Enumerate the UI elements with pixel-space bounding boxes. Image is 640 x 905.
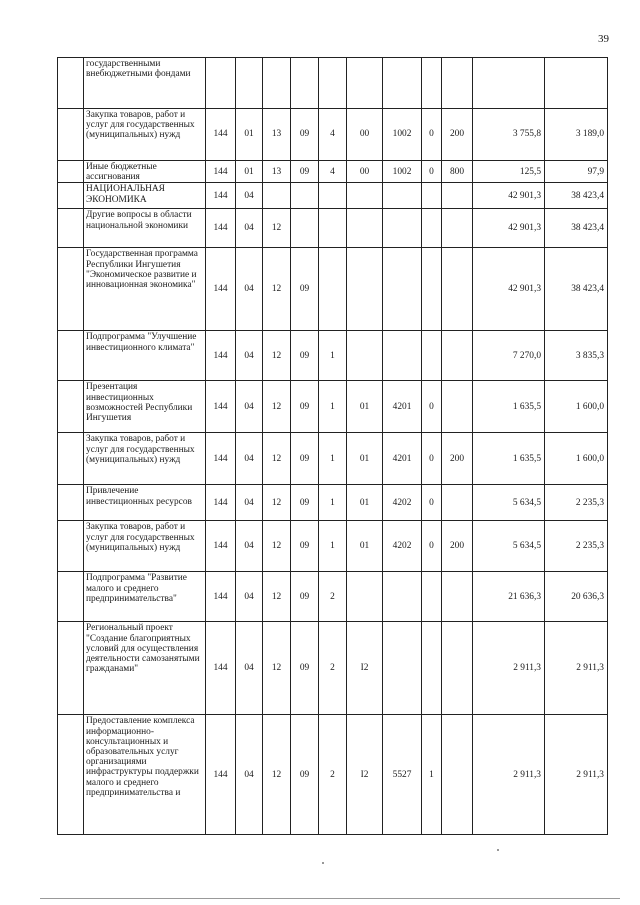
- actual-amount: 38 423,4: [545, 209, 608, 248]
- row-name: НАЦИОНАЛЬНАЯ ЭКОНОМИКА: [84, 183, 206, 209]
- code-cell-c7: 4201: [383, 381, 422, 433]
- row-blank-cell: [58, 161, 84, 183]
- code-cell-c4: [291, 209, 319, 248]
- code-cell-c7: [383, 183, 422, 209]
- actual-amount: 20 636,3: [545, 572, 608, 622]
- planned-amount: 1 635,5: [473, 433, 545, 485]
- row-blank-cell: [58, 433, 84, 485]
- code-cell-c6: 01: [347, 433, 383, 485]
- code-cell-c6: [347, 58, 383, 109]
- code-cell-c3: 12: [263, 485, 291, 521]
- code-cell-c6: [347, 572, 383, 622]
- code-cell-c3: 13: [263, 161, 291, 183]
- row-name: Предоставление комплекса информационно-консультационных и образовательных услуг организациями инфраструктуры поддержки малого и среднего предпринимательства и: [84, 715, 206, 835]
- row-blank-cell: [58, 331, 84, 381]
- row-name: Иные бюджетные ассигнования: [84, 161, 206, 183]
- code-cell-c7: 1002: [383, 109, 422, 161]
- code-cell-c5: 2: [319, 715, 347, 835]
- table-row: [58, 183, 608, 209]
- code-cell-c9: [442, 248, 473, 331]
- code-cell-c9: [442, 715, 473, 835]
- table-row: [58, 109, 608, 161]
- table-row: [58, 433, 608, 485]
- row-name: Другие вопросы в области национальной экономики: [84, 209, 206, 248]
- code-cell-c1: 144: [206, 433, 236, 485]
- page-bottom-line: [40, 898, 620, 899]
- row-blank-cell: [58, 622, 84, 715]
- row-blank-cell: [58, 183, 84, 209]
- code-cell-c2: 04: [236, 433, 263, 485]
- code-cell-c7: 4201: [383, 433, 422, 485]
- code-cell-c9: [442, 572, 473, 622]
- code-cell-c6: 00: [347, 161, 383, 183]
- planned-amount: 2 911,3: [473, 622, 545, 715]
- code-cell-c4: 09: [291, 331, 319, 381]
- planned-amount: 5 634,5: [473, 521, 545, 572]
- code-cell-c4: 09: [291, 433, 319, 485]
- table-row: [58, 715, 608, 835]
- code-cell-c8: [422, 209, 442, 248]
- code-cell-c4: [291, 58, 319, 109]
- code-cell-c4: 09: [291, 161, 319, 183]
- actual-amount: 2 235,3: [545, 485, 608, 521]
- code-cell-c2: [236, 58, 263, 109]
- planned-amount: 21 636,3: [473, 572, 545, 622]
- code-cell-c5: 2: [319, 572, 347, 622]
- actual-amount: 97,9: [545, 161, 608, 183]
- code-cell-c1: 144: [206, 331, 236, 381]
- code-cell-c3: 13: [263, 109, 291, 161]
- code-cell-c1: 144: [206, 109, 236, 161]
- row-name: Подпрограмма "Улучшение инвестиционного климата": [84, 331, 206, 381]
- code-cell-c4: 09: [291, 109, 319, 161]
- code-cell-c7: 4202: [383, 521, 422, 572]
- code-cell-c3: 12: [263, 433, 291, 485]
- code-cell-c3: 12: [263, 715, 291, 835]
- code-cell-c2: 04: [236, 381, 263, 433]
- code-cell-c7: [383, 622, 422, 715]
- code-cell-c6: [347, 183, 383, 209]
- code-cell-c7: [383, 209, 422, 248]
- table-row: [58, 58, 608, 109]
- table-row: [58, 485, 608, 521]
- row-blank-cell: [58, 248, 84, 331]
- code-cell-c1: 144: [206, 715, 236, 835]
- code-cell-c6: 01: [347, 485, 383, 521]
- scan-speck: [497, 849, 499, 851]
- code-cell-c2: 04: [236, 521, 263, 572]
- row-blank-cell: [58, 715, 84, 835]
- code-cell-c3: [263, 58, 291, 109]
- actual-amount: 2 911,3: [545, 715, 608, 835]
- code-cell-c9: 200: [442, 433, 473, 485]
- code-cell-c2: 04: [236, 248, 263, 331]
- planned-amount: 42 901,3: [473, 248, 545, 331]
- code-cell-c4: 09: [291, 248, 319, 331]
- code-cell-c1: 144: [206, 485, 236, 521]
- row-name: Презентация инвестиционных возможностей Республики Ингушетия: [84, 381, 206, 433]
- code-cell-c7: [383, 58, 422, 109]
- planned-amount: 42 901,3: [473, 183, 545, 209]
- row-blank-cell: [58, 572, 84, 622]
- code-cell-c5: 1: [319, 331, 347, 381]
- code-cell-c9: 800: [442, 161, 473, 183]
- row-name: государственными внебюджетными фондами: [84, 58, 206, 109]
- code-cell-c1: 144: [206, 622, 236, 715]
- actual-amount: [545, 58, 608, 109]
- code-cell-c6: 00: [347, 109, 383, 161]
- code-cell-c8: [422, 248, 442, 331]
- code-cell-c4: 09: [291, 572, 319, 622]
- code-cell-c4: 09: [291, 521, 319, 572]
- code-cell-c8: [422, 183, 442, 209]
- code-cell-c3: 12: [263, 248, 291, 331]
- code-cell-c1: 144: [206, 183, 236, 209]
- code-cell-c4: 09: [291, 715, 319, 835]
- planned-amount: [473, 58, 545, 109]
- table-row: [58, 248, 608, 331]
- code-cell-c7: [383, 248, 422, 331]
- code-cell-c8: [422, 572, 442, 622]
- actual-amount: 38 423,4: [545, 248, 608, 331]
- code-cell-c9: [442, 58, 473, 109]
- code-cell-c3: 12: [263, 209, 291, 248]
- table-row: [58, 161, 608, 183]
- actual-amount: 3 835,3: [545, 331, 608, 381]
- row-name: Подпрограмма "Развитие малого и среднего предпринимательства": [84, 572, 206, 622]
- code-cell-c2: 04: [236, 622, 263, 715]
- code-cell-c2: 01: [236, 161, 263, 183]
- code-cell-c5: 1: [319, 521, 347, 572]
- code-cell-c1: 144: [206, 521, 236, 572]
- code-cell-c2: 04: [236, 715, 263, 835]
- code-cell-c5: 4: [319, 109, 347, 161]
- planned-amount: 2 911,3: [473, 715, 545, 835]
- code-cell-c7: 4202: [383, 485, 422, 521]
- code-cell-c7: 5527: [383, 715, 422, 835]
- planned-amount: 3 755,8: [473, 109, 545, 161]
- actual-amount: 1 600,0: [545, 433, 608, 485]
- code-cell-c6: 01: [347, 521, 383, 572]
- actual-amount: 2 911,3: [545, 622, 608, 715]
- code-cell-c5: 2: [319, 622, 347, 715]
- code-cell-c6: [347, 248, 383, 331]
- code-cell-c2: 04: [236, 331, 263, 381]
- code-cell-c5: 4: [319, 161, 347, 183]
- planned-amount: 7 270,0: [473, 331, 545, 381]
- budget-table: [57, 57, 608, 835]
- table-row: [58, 209, 608, 248]
- code-cell-c2: 04: [236, 485, 263, 521]
- row-blank-cell: [58, 485, 84, 521]
- code-cell-c1: 144: [206, 248, 236, 331]
- code-cell-c9: 200: [442, 521, 473, 572]
- code-cell-c8: [422, 622, 442, 715]
- code-cell-c7: [383, 331, 422, 381]
- table-body: [58, 58, 608, 835]
- code-cell-c1: 144: [206, 572, 236, 622]
- row-name: Привлечение инвестиционных ресурсов: [84, 485, 206, 521]
- code-cell-c1: 144: [206, 381, 236, 433]
- code-cell-c6: [347, 209, 383, 248]
- code-cell-c6: 01: [347, 381, 383, 433]
- code-cell-c8: 1: [422, 715, 442, 835]
- code-cell-c5: [319, 248, 347, 331]
- code-cell-c8: 0: [422, 381, 442, 433]
- code-cell-c1: [206, 58, 236, 109]
- code-cell-c8: 0: [422, 109, 442, 161]
- code-cell-c7: 1002: [383, 161, 422, 183]
- table-row: [58, 572, 608, 622]
- code-cell-c6: [347, 331, 383, 381]
- code-cell-c8: [422, 331, 442, 381]
- code-cell-c9: [442, 183, 473, 209]
- row-blank-cell: [58, 109, 84, 161]
- code-cell-c2: 01: [236, 109, 263, 161]
- code-cell-c5: [319, 183, 347, 209]
- planned-amount: 125,5: [473, 161, 545, 183]
- code-cell-c5: [319, 209, 347, 248]
- code-cell-c8: [422, 58, 442, 109]
- code-cell-c5: 1: [319, 381, 347, 433]
- code-cell-c3: 12: [263, 331, 291, 381]
- table-row: [58, 331, 608, 381]
- code-cell-c9: 200: [442, 109, 473, 161]
- code-cell-c6: I2: [347, 622, 383, 715]
- row-name: Государственная программа Республики Ингушетия "Экономическое развитие и инновационная экономика": [84, 248, 206, 331]
- code-cell-c3: [263, 183, 291, 209]
- table-row: [58, 622, 608, 715]
- code-cell-c7: [383, 572, 422, 622]
- code-cell-c9: [442, 381, 473, 433]
- page-number: 39: [598, 33, 609, 45]
- code-cell-c5: 1: [319, 485, 347, 521]
- code-cell-c3: 12: [263, 622, 291, 715]
- table-row: [58, 521, 608, 572]
- code-cell-c2: 04: [236, 572, 263, 622]
- code-cell-c5: 1: [319, 433, 347, 485]
- code-cell-c1: 144: [206, 209, 236, 248]
- code-cell-c8: 0: [422, 521, 442, 572]
- code-cell-c3: 12: [263, 521, 291, 572]
- actual-amount: 3 189,0: [545, 109, 608, 161]
- code-cell-c4: 09: [291, 381, 319, 433]
- row-name: Закупка товаров, работ и услуг для государственных (муниципальных) нужд: [84, 109, 206, 161]
- code-cell-c5: [319, 58, 347, 109]
- code-cell-c1: 144: [206, 161, 236, 183]
- planned-amount: 42 901,3: [473, 209, 545, 248]
- table-row: [58, 381, 608, 433]
- planned-amount: 5 634,5: [473, 485, 545, 521]
- code-cell-c9: [442, 485, 473, 521]
- code-cell-c9: [442, 209, 473, 248]
- code-cell-c4: 09: [291, 622, 319, 715]
- row-name: Региональный проект "Создание благоприятных условий для осуществления деятельности самозанятыми гражданами": [84, 622, 206, 715]
- scan-speck: [322, 862, 324, 864]
- code-cell-c4: [291, 183, 319, 209]
- row-name: Закупка товаров, работ и услуг для государственных (муниципальных) нужд: [84, 521, 206, 572]
- code-cell-c6: I2: [347, 715, 383, 835]
- code-cell-c8: 0: [422, 485, 442, 521]
- code-cell-c2: 04: [236, 183, 263, 209]
- row-name: Закупка товаров, работ и услуг для государственных (муниципальных) нужд: [84, 433, 206, 485]
- actual-amount: 38 423,4: [545, 183, 608, 209]
- planned-amount: 1 635,5: [473, 381, 545, 433]
- row-blank-cell: [58, 381, 84, 433]
- code-cell-c4: 09: [291, 485, 319, 521]
- row-blank-cell: [58, 209, 84, 248]
- row-blank-cell: [58, 58, 84, 109]
- actual-amount: 2 235,3: [545, 521, 608, 572]
- code-cell-c9: [442, 622, 473, 715]
- code-cell-c8: 0: [422, 161, 442, 183]
- code-cell-c3: 12: [263, 381, 291, 433]
- row-blank-cell: [58, 521, 84, 572]
- code-cell-c3: 12: [263, 572, 291, 622]
- actual-amount: 1 600,0: [545, 381, 608, 433]
- code-cell-c9: [442, 331, 473, 381]
- code-cell-c2: 04: [236, 209, 263, 248]
- code-cell-c8: 0: [422, 433, 442, 485]
